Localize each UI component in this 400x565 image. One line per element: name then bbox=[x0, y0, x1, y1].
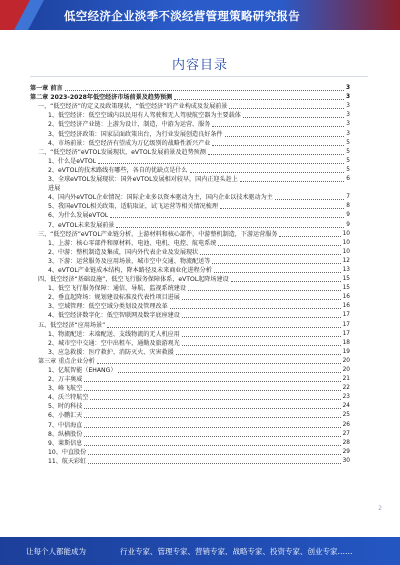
dot-leader bbox=[212, 263, 340, 264]
toc-entry-label: 5、我国eVTOL相关政策，适航取证，试飞运营等相关情况梳理 bbox=[48, 203, 218, 211]
toc-entry[interactable] bbox=[30, 211, 350, 220]
toc-entry-label: 1、亿航智能（EHANG） bbox=[48, 367, 117, 374]
dot-leader bbox=[84, 445, 340, 446]
dot-leader bbox=[279, 236, 340, 237]
dot-leader bbox=[214, 272, 341, 273]
footer-tagline: 行业专家、管理专家、营销专家、战略专家、投资专家、创业专家…… bbox=[120, 547, 353, 556]
dot-leader bbox=[275, 199, 344, 200]
toc-entry-page: 3 bbox=[346, 130, 350, 137]
toc-entry[interactable] bbox=[30, 175, 350, 184]
toc-entry[interactable] bbox=[30, 148, 350, 157]
dot-leader bbox=[110, 217, 344, 218]
toc-entry[interactable] bbox=[30, 111, 350, 120]
dot-leader bbox=[231, 281, 341, 282]
toc-entry-page: 26 bbox=[342, 421, 350, 428]
toc-entry-label: 3、应急救援：医疗救护、消防灭火、灾害救援 bbox=[48, 348, 174, 356]
toc-entry-label: 6、为什么发展eVTOL bbox=[48, 212, 109, 220]
toc-entry-label: 4、沃兰特航空 bbox=[48, 394, 89, 402]
toc-entry[interactable] bbox=[30, 357, 350, 366]
toc-entry-page: 30 bbox=[342, 457, 350, 464]
toc-entry-page: 17 bbox=[342, 321, 350, 328]
dot-leader bbox=[208, 154, 344, 155]
toc-entry-page: 25 bbox=[342, 412, 350, 419]
toc-entry[interactable] bbox=[30, 120, 350, 129]
toc-entry[interactable] bbox=[30, 93, 350, 102]
toc-entry[interactable] bbox=[30, 457, 350, 466]
toc-entry-label: 7、eVTOL未来发展前景 bbox=[48, 221, 115, 229]
toc-entry[interactable] bbox=[30, 402, 350, 411]
toc-entry-page: 12 bbox=[342, 257, 350, 264]
toc-entry[interactable] bbox=[30, 157, 350, 166]
toc-entry-label: 1、低空经济：低空空域内以民用有人驾驶和无人驾驶航空器为主要载体 bbox=[48, 112, 241, 120]
toc-entry[interactable] bbox=[30, 348, 350, 357]
toc-entry-label: 10、中直股份 bbox=[48, 448, 87, 456]
toc-entry-label: 9、莱斯信息 bbox=[48, 439, 83, 447]
toc-entry-page: 15 bbox=[342, 285, 350, 292]
toc-entry[interactable] bbox=[30, 320, 350, 329]
toc-entry-page: 17 bbox=[342, 330, 350, 337]
toc-entry-page: 6 bbox=[346, 176, 350, 183]
heading-divider bbox=[30, 76, 368, 77]
toc-entry[interactable] bbox=[30, 420, 350, 429]
dot-leader bbox=[218, 245, 340, 246]
toc-entry-page: 21 bbox=[342, 376, 350, 383]
toc-entry[interactable] bbox=[30, 84, 350, 93]
toc-entry-label: 进展 bbox=[48, 185, 61, 193]
toc-entry[interactable] bbox=[30, 239, 350, 248]
toc-entry-page: 5 bbox=[346, 157, 350, 164]
toc-entry-page: 3 bbox=[345, 85, 350, 92]
toc-entry-page: 20 bbox=[342, 367, 350, 373]
dot-leader bbox=[98, 163, 344, 164]
dot-leader bbox=[170, 308, 341, 309]
dot-leader bbox=[182, 317, 341, 318]
toc-entry-label: 11、航天彩虹 bbox=[48, 457, 87, 465]
toc-entry[interactable] bbox=[30, 293, 350, 302]
toc-entry-label: 第二章 2023-2028年低空经济市场前景及趋势预测 bbox=[30, 94, 173, 102]
dot-leader bbox=[225, 136, 345, 137]
dot-leader bbox=[212, 145, 344, 146]
toc-entry-label: 一、“低空经济”的定义及政策现状，“低空经济”的产业构成及发展前景 bbox=[38, 103, 228, 111]
dot-leader bbox=[176, 354, 341, 355]
dot-leader bbox=[97, 363, 341, 364]
toc-entry-label: 2、中游：整机制造及集成，国内外代表企业及发展现状 bbox=[48, 248, 199, 256]
toc-entry[interactable] bbox=[30, 266, 350, 275]
toc-entry[interactable] bbox=[30, 257, 350, 266]
toc-entry-page: 10 bbox=[342, 239, 350, 246]
dot-leader bbox=[182, 336, 341, 337]
toc-entry-label: 3、峰飞航空 bbox=[48, 385, 83, 393]
toc-heading: 内容目录 bbox=[171, 58, 228, 73]
toc-entry-page: 29 bbox=[342, 448, 350, 455]
toc-entry-page: 9 bbox=[346, 221, 350, 228]
dot-leader bbox=[84, 390, 340, 391]
toc-entry-page: 3 bbox=[345, 94, 350, 101]
toc-entry[interactable] bbox=[30, 366, 350, 375]
dot-leader bbox=[182, 345, 341, 346]
toc-entry-page: 17 bbox=[342, 312, 350, 319]
toc-entry-label: 第一章 前言 bbox=[30, 85, 63, 93]
toc-entry-page: 8 bbox=[346, 203, 350, 210]
toc-entry[interactable] bbox=[30, 330, 350, 339]
toc-entry-label: 2、万丰奥威 bbox=[48, 376, 83, 384]
dot-leader bbox=[107, 327, 340, 328]
toc-entry-label: 8、纵横股份 bbox=[48, 430, 83, 438]
toc-entry-page: 20 bbox=[342, 357, 350, 364]
toc-entry-label: 4、eVTOL产业链成本结构，降本路径及未来商业化进程分析 bbox=[48, 266, 212, 274]
toc-entry[interactable] bbox=[30, 202, 350, 211]
dot-leader bbox=[90, 399, 340, 400]
toc-entry[interactable] bbox=[30, 411, 350, 420]
dot-leader bbox=[116, 227, 344, 228]
toc-entry-page: 7 bbox=[346, 194, 350, 201]
toc-entry-page: 9 bbox=[346, 212, 350, 219]
toc-entry-label: 1、低空飞行服务保障：通信、导航、监视系统建设 bbox=[48, 285, 186, 293]
toc-entry-label: 三、“低空经济”eVTOL产业链分析，上游材料和核心部件，中游整机制造，下游运营服务 bbox=[38, 230, 278, 238]
toc-entry-page: 16 bbox=[342, 303, 350, 310]
toc-entry-label: 3、全球eVTOL发展现状：国外eVTOL发展相对较早，国内正迎头赶上 bbox=[48, 176, 238, 184]
dot-leader bbox=[84, 427, 340, 428]
toc-entry-page: 5 bbox=[346, 148, 350, 155]
toc-entry-label: 二、“低空经济”eVTOL发展现状，eVTOL发展前景及趋势预测 bbox=[38, 148, 206, 156]
toc-entry-label: 3、低空经济政策：国家层面政策出台，为行业发展创造良好条件 bbox=[48, 130, 223, 138]
toc-entry[interactable] bbox=[30, 339, 350, 348]
toc-entry[interactable] bbox=[30, 184, 350, 193]
footer-slogan: 让每个人都能成为 bbox=[26, 547, 86, 556]
dot-leader bbox=[212, 126, 344, 127]
page-footer bbox=[0, 537, 400, 565]
dot-leader bbox=[240, 181, 345, 182]
page-header bbox=[0, 0, 400, 30]
dot-leader bbox=[188, 290, 341, 291]
toc-entry-label: 5、时的科技 bbox=[48, 403, 83, 411]
toc-entry[interactable] bbox=[30, 129, 350, 138]
dot-leader bbox=[84, 408, 340, 409]
toc-entry[interactable] bbox=[30, 384, 350, 393]
toc-entry-label: 第三章 重点企业分析 bbox=[38, 357, 95, 365]
toc-entry[interactable] bbox=[30, 375, 350, 384]
toc-entry-label: 1、上游：核心零部件和原材料，电池、电机、电控、航电系统 bbox=[48, 239, 217, 247]
toc-entry-page: 3 bbox=[346, 112, 350, 119]
toc-entry-page: 10 bbox=[342, 230, 350, 237]
toc-entry-page: 3 bbox=[346, 121, 350, 128]
toc-entry[interactable] bbox=[30, 439, 350, 448]
toc-entry[interactable] bbox=[30, 102, 350, 111]
toc-entry[interactable] bbox=[30, 166, 350, 175]
report-title: 低空经济企业淡季不淡经营管理策略研究报告 bbox=[64, 9, 300, 23]
toc-entry[interactable] bbox=[30, 393, 350, 402]
dot-leader bbox=[65, 90, 344, 91]
page-number: 2 bbox=[378, 505, 382, 512]
toc-entry-page: 24 bbox=[342, 403, 350, 410]
toc-entry-page: 5 bbox=[346, 139, 350, 146]
toc-entry-page: 3 bbox=[346, 103, 350, 110]
toc-entry[interactable] bbox=[30, 193, 350, 202]
toc-entry-page: 15 bbox=[342, 276, 350, 283]
toc-entry-page: 27 bbox=[342, 430, 350, 437]
toc-entry-label: 1、物流配送：末端配送、支线物流的无人机应用 bbox=[48, 330, 180, 338]
toc-entry[interactable] bbox=[30, 139, 350, 148]
toc-entry-label: 4、国内外eVTOL企业情况：国际企业多以资本驱动为主，国内企业以技术驱动为主 bbox=[48, 194, 273, 202]
dot-leader bbox=[243, 117, 345, 118]
toc-entry[interactable] bbox=[30, 275, 350, 284]
toc-entry[interactable] bbox=[30, 230, 350, 239]
toc-entry-label: 四、低空经济“基础设施”，低空飞行服务保障体系，eVTOL起降场建设 bbox=[38, 276, 229, 284]
toc-entry-label: 2、eVTOL的技术路线有哪些，各自的优缺点是什么 bbox=[48, 166, 188, 174]
toc-entry[interactable] bbox=[30, 248, 350, 257]
toc-entry-label: 4、市场前景：低空经济有望成为万亿级别的战略性新兴产业 bbox=[48, 139, 211, 147]
dot-leader bbox=[88, 463, 340, 464]
toc-entry-page: 22 bbox=[342, 385, 350, 392]
toc-entry-label: 3、下游：运营服务及应用场景，城市空中交通、物流配送等 bbox=[48, 257, 211, 265]
toc-entry[interactable] bbox=[30, 311, 350, 320]
toc-entry-page: 28 bbox=[342, 439, 350, 446]
toc-entry[interactable] bbox=[30, 430, 350, 439]
toc-entry-label: 2、低空经济产业链：上游为设计、制造，中游为运营、服务 bbox=[48, 121, 211, 129]
dot-leader bbox=[200, 254, 340, 255]
toc-entry-label: 五、低空经济“应用场景” bbox=[38, 321, 106, 329]
dot-leader bbox=[174, 99, 344, 100]
toc-entry-page: 16 bbox=[342, 294, 350, 301]
toc-entry[interactable] bbox=[30, 302, 350, 311]
dot-leader bbox=[182, 299, 341, 300]
dot-leader bbox=[84, 417, 340, 418]
dot-leader bbox=[84, 436, 340, 437]
toc-entry[interactable] bbox=[30, 220, 350, 229]
toc-entry-page: 13 bbox=[342, 266, 350, 273]
toc-entry-label: 7、中信海直 bbox=[48, 421, 83, 429]
dot-leader bbox=[220, 208, 344, 209]
toc-entry-page: 23 bbox=[342, 394, 350, 401]
toc-entry-label: 6、小鹏汇天 bbox=[48, 412, 83, 420]
table-of-contents bbox=[30, 84, 350, 466]
toc-entry-label: 2、城市空中交通：空中出租车、通勤及旅游观光 bbox=[48, 339, 180, 347]
toc-entry-page: 5 bbox=[346, 166, 350, 173]
toc-entry-label: 3、空域管理：低空空域分类划设及管理改革 bbox=[48, 303, 168, 311]
toc-entry-page: 10 bbox=[342, 248, 350, 255]
dot-leader bbox=[229, 108, 344, 109]
toc-entry-page: 18 bbox=[342, 339, 350, 346]
dot-leader bbox=[84, 381, 340, 382]
dot-leader bbox=[88, 454, 340, 455]
toc-entry-label: 1、什么是eVTOL bbox=[48, 157, 97, 165]
toc-entry[interactable] bbox=[30, 284, 350, 293]
toc-entry[interactable] bbox=[30, 448, 350, 457]
toc-entry-page: 19 bbox=[342, 348, 350, 355]
dot-leader bbox=[118, 372, 340, 373]
dot-leader bbox=[190, 172, 345, 173]
toc-entry-label: 2、垂直起降场：规划建设标准及代表性项目进展 bbox=[48, 294, 180, 302]
toc-entry-label: 4、低空经济数字化：低空智联网及数字底座建设 bbox=[48, 312, 180, 320]
